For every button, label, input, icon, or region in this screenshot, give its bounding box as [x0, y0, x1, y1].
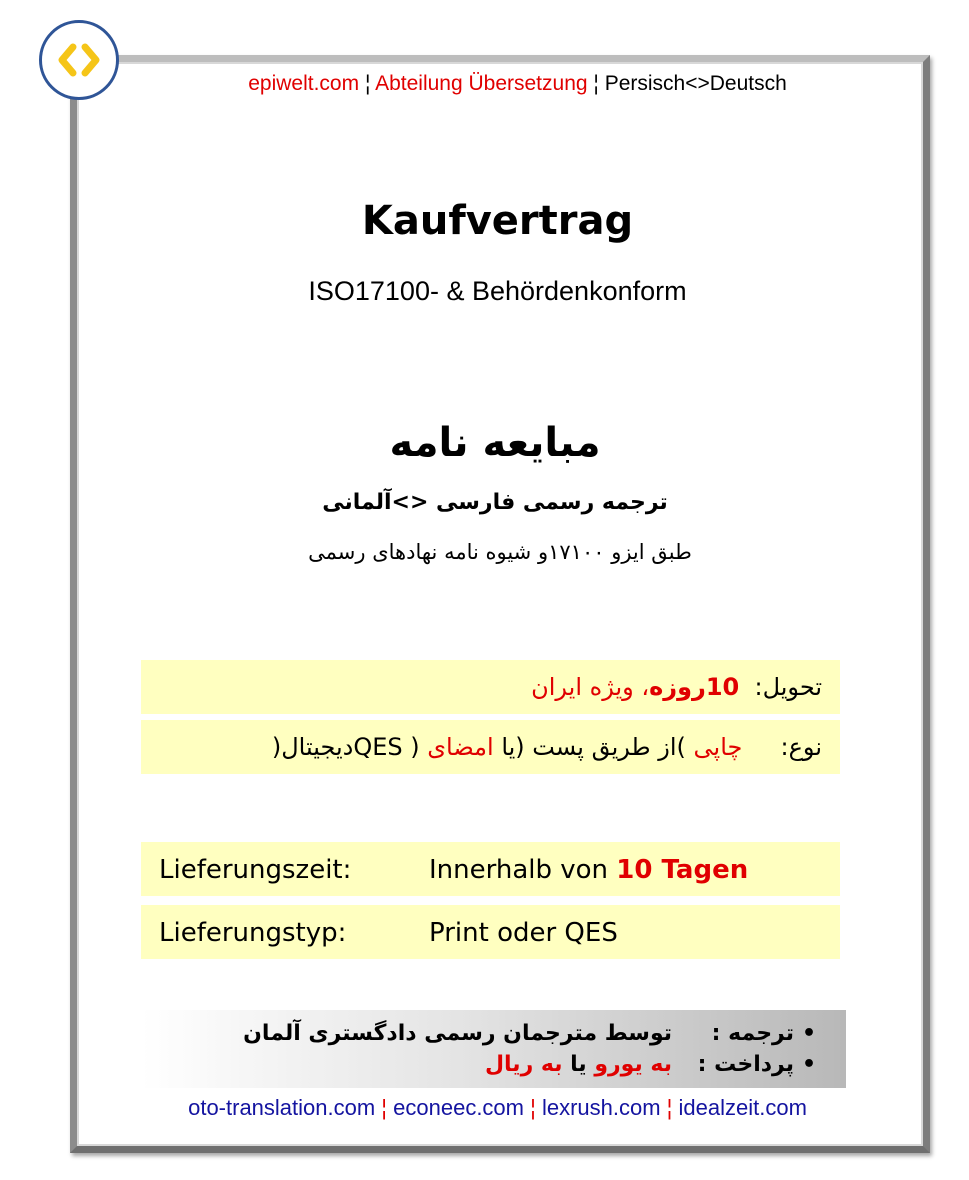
- payment-or: یا: [562, 1052, 595, 1077]
- note-translation: [141, 1018, 824, 1049]
- document-subtitle-fa: ترجمه رسمی فارسی <>آلمانی: [322, 490, 668, 515]
- delivery-type-fa: [141, 720, 840, 774]
- payment-rial: به ریال: [484, 1052, 563, 1077]
- code-brackets-logo-icon: [39, 20, 119, 100]
- note-translation-value: توسط مترجمان رسمی دادگستری آلمان: [243, 1021, 672, 1046]
- standard-line-fa: طبق ایزو ۱۷۱۰۰و شیوه نامه نهادهای رسمی: [308, 540, 692, 564]
- note-translation-label: ترجمه :: [711, 1021, 794, 1046]
- document-title-fa: مبایعه نامه: [389, 420, 601, 466]
- type-sign-fa: امضای: [427, 733, 494, 761]
- type-print-fa: چاپی: [693, 733, 743, 761]
- bullet-icon: •: [801, 1021, 817, 1046]
- delivery-time-label: Lieferungszeit:: [159, 855, 352, 885]
- delivery-type-de: [141, 905, 840, 959]
- note-payment: [141, 1049, 824, 1080]
- document-subtitle-de: ISO17100- & Behördenkonform: [308, 276, 687, 306]
- department-name: Abteilung Übersetzung: [375, 72, 588, 95]
- notes-box: [141, 1010, 846, 1088]
- delivery-type-value: Print oder QES: [429, 918, 618, 948]
- document-title-de: Kaufvertrag: [361, 198, 634, 244]
- delivery-time-de: [141, 842, 840, 896]
- footer-link-oto[interactable]: oto-translation.com: [188, 1095, 376, 1120]
- header-separator: ¦: [359, 72, 376, 95]
- delivery-time-fa: [141, 660, 840, 714]
- type-end-fa: ( QESدیجیتال(: [271, 733, 428, 761]
- type-label-fa: نوع:: [780, 733, 822, 761]
- note-payment-label: پرداخت :: [697, 1052, 794, 1077]
- header-line: [130, 72, 905, 96]
- footer-link-lexrush[interactable]: lexrush.com: [541, 1095, 661, 1120]
- language-pair: Persisch<>Deutsch: [604, 72, 787, 95]
- footer-separator: ¦: [375, 1095, 394, 1120]
- delivery-label-fa: تحویل:: [754, 673, 822, 701]
- delivery-time-value: [429, 842, 748, 898]
- footer-separator: ¦: [524, 1095, 542, 1120]
- payment-euro: به یورو: [594, 1052, 672, 1077]
- delivery-time-prefix: Innerhalb von: [429, 855, 617, 885]
- bullet-icon: •: [801, 1052, 817, 1077]
- footer-link-idealzeit[interactable]: idealzeit.com: [678, 1095, 807, 1120]
- delivery-days-fa: 10روزه: [649, 673, 740, 701]
- delivery-type-label: Lieferungstyp:: [159, 918, 347, 948]
- footer-link-econeec[interactable]: econeec.com: [393, 1095, 524, 1120]
- header-separator: ¦: [587, 72, 605, 95]
- footer-links: [130, 1095, 865, 1121]
- delivery-time-days: 10 Tagen: [616, 855, 749, 885]
- delivery-note-fa: ، ویژه ایران: [531, 673, 650, 701]
- site-link[interactable]: epiwelt.com: [248, 72, 360, 95]
- footer-separator: ¦: [660, 1095, 679, 1120]
- type-mid-fa: )از طریق پست (یا: [493, 733, 686, 761]
